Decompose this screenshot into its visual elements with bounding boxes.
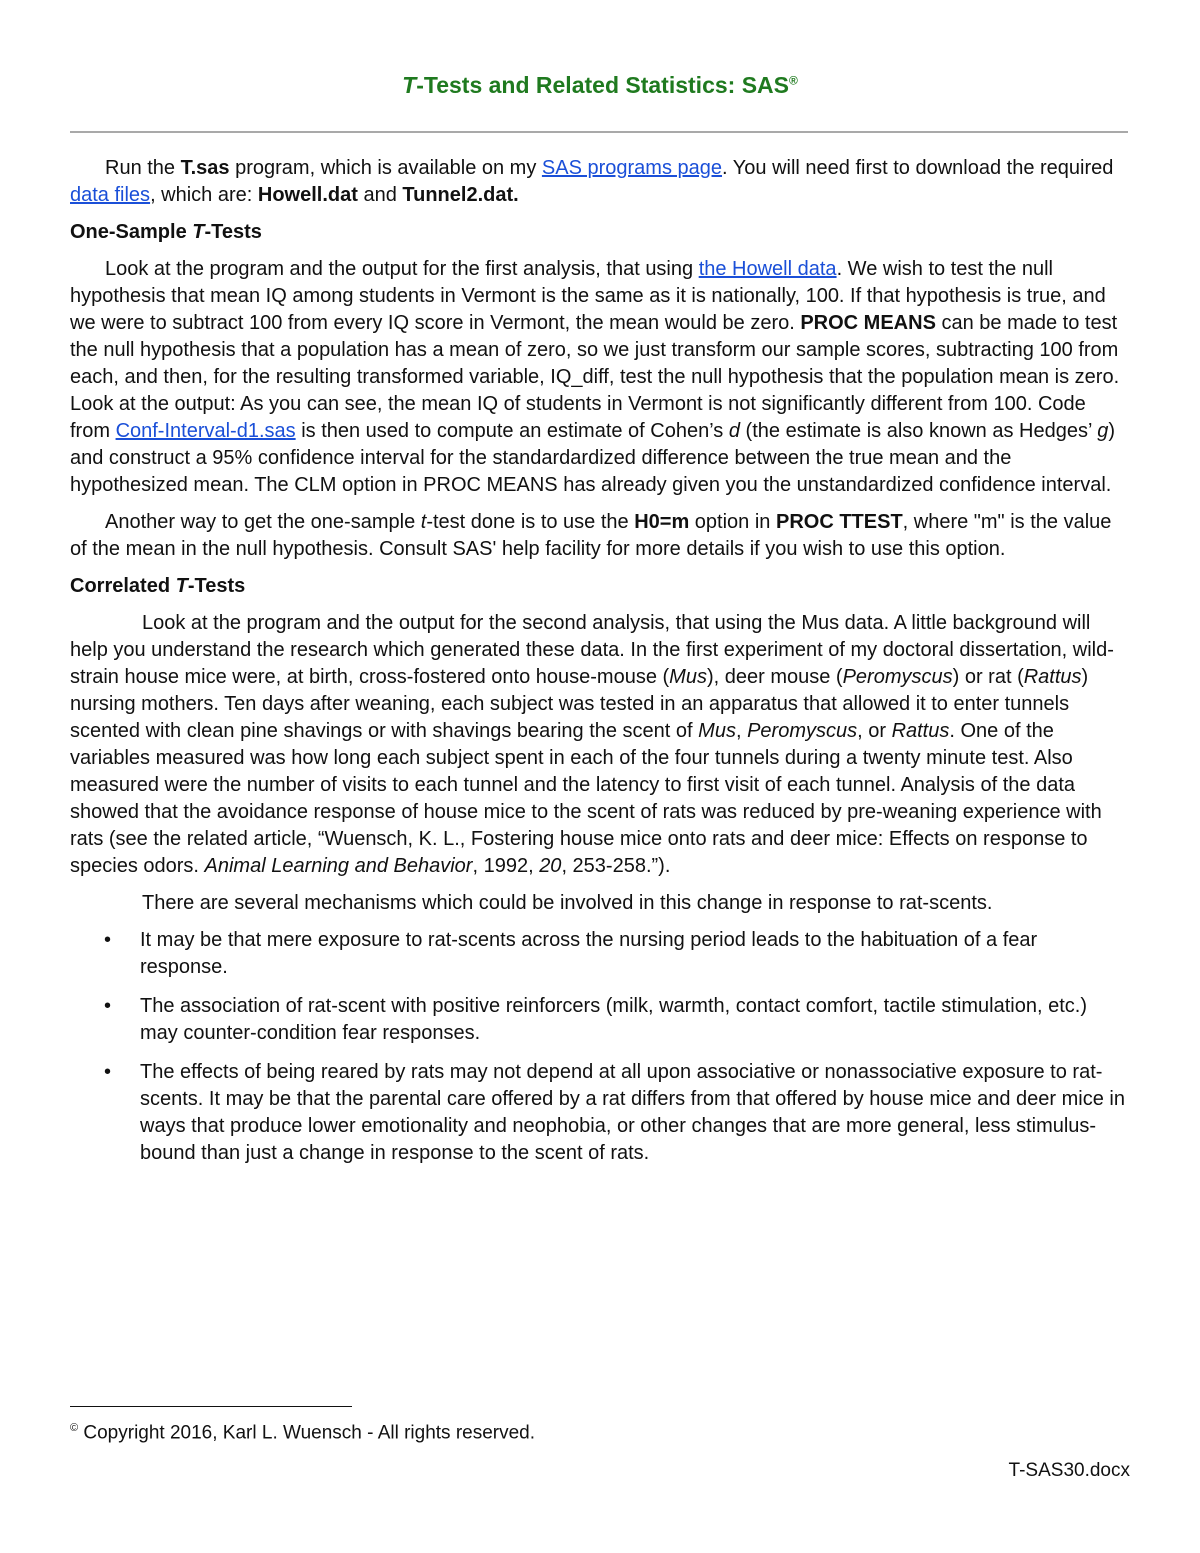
- copyright-footnote: © Copyright 2016, Karl L. Wuensch - All rights reserved.: [70, 1422, 536, 1444]
- correlated-paragraph-2: There are several mechanisms which could be involved in this change in response to rat-scents.: [142, 892, 993, 914]
- bullet-icon: •: [104, 929, 112, 951]
- one-sample-paragraph-2: Another way to get the one-sample t-test done is to use the H0=m option in PROC TTEST, where "m" is the value of the mean in the null hypothesis. Consult SAS' help facility for more details if you wish to use this option.: [70, 511, 1112, 560]
- one-sample-heading: One-Sample T-Tests: [70, 221, 262, 243]
- conf-interval-link[interactable]: Conf-Interval-d1.sas: [115, 420, 296, 442]
- title-divider: [70, 131, 1128, 133]
- bullet-icon: •: [104, 995, 112, 1017]
- correlated-paragraph-1: Look at the program and the output for the second analysis, that using the Mus data. A little background will help you understand the research which generated these data. In the first experiment of my doctoral dissertation, wild-strain house mice were, at birth, cross-fostered onto house-mouse (Mus), deer mouse (Peromyscus) or rat (Rattus) nursing mothers. Ten days after weaning, each subject was tested in an apparatus that allowed it to enter tunnels scented with clean pine shavings or with shavings bearing the scent of Mus, Peromyscus, or Rattus. One of the variables measured was how long each subject spent in each of the four tunnels during a twenty minute test. Also measured were the number of visits to each tunnel and the latency to first visit of each tunnel. Analysis of the data showed that the avoidance response of house mice to the scent of rats was reduced by pre-weaning experience with rats (see the related article, “Wuensch, K. L., Fostering house mice onto rats and deer mice: Effects on response to species odors. Animal Learning and Behavior, 1992, 20, 253-258.”).: [70, 612, 1114, 877]
- correlated-heading: Correlated T-Tests: [70, 575, 246, 597]
- document-body: [70, 155, 1128, 1179]
- footnote-separator: [70, 1406, 352, 1407]
- page-title: T-Tests and Related Statistics: SAS®: [402, 72, 798, 98]
- copyright-mark: ©: [70, 1422, 79, 1434]
- list-item: • It may be that mere exposure to rat-scents across the nursing period leads to the habituation of a fear response.: [104, 929, 1038, 978]
- footer-filename: T-SAS30.docx: [1008, 1460, 1130, 1481]
- registered-mark: ®: [789, 73, 798, 88]
- list-item: • The association of rat-scent with positive reinforcers (milk, warmth, contact comfort, tactile stimulation, etc.) may counter-condition fear responses.: [104, 995, 1087, 1044]
- sas-programs-page-link[interactable]: SAS programs page: [541, 157, 723, 179]
- one-sample-paragraph-1: Look at the program and the output for the first analysis, that using the Howell data. We wish to test the null hypothesis that mean IQ among students in Vermont is the same as it is nationally, 100. If that hypothesis is true, and we were to subtract 100 from every IQ score in Vermont, the mean would be zero. PROC MEANS can be made to test the null hypothesis that a population has a mean of zero, so we just transform our sample scores, subtracting 100 from each, and then, for the resulting transformed variable, IQ_diff, test the null hypothesis that the population mean is zero. Look at the output: As you can see, the mean IQ of students in Vermont is not significantly different from 100. Code from Conf-Interval-d1.sas is then used to compute an estimate of Cohen’s d (the estimate is also known as Hedges’ g) and construct a 95% confidence interval for the standardardized difference between the true mean and the hypothesized mean. The CLM option in PROC MEANS has already given you the unstandardized confidence interval.: [70, 258, 1120, 496]
- mechanism-list: [70, 927, 1128, 1167]
- howell-data-link[interactable]: the Howell data: [698, 258, 837, 280]
- data-files-link[interactable]: data files: [70, 184, 151, 206]
- list-item: • The effects of being reared by rats may not depend at all upon associative or nonassociative exposure to rat-scents. It may be that the parental care offered by a rat differs from that offered by house mice and deer mice in ways that produce lower emotionality and neophobia, or other changes that are more general, less stimulus-bound than just a change in response to the scent of rats.: [104, 1061, 1125, 1164]
- intro-paragraph: Run the T.sas program, which is available on my SAS programs page. You will need first to download the required data files, which are: Howell.dat and Tunnel2.dat.: [70, 157, 1114, 206]
- bullet-icon: •: [104, 1061, 112, 1083]
